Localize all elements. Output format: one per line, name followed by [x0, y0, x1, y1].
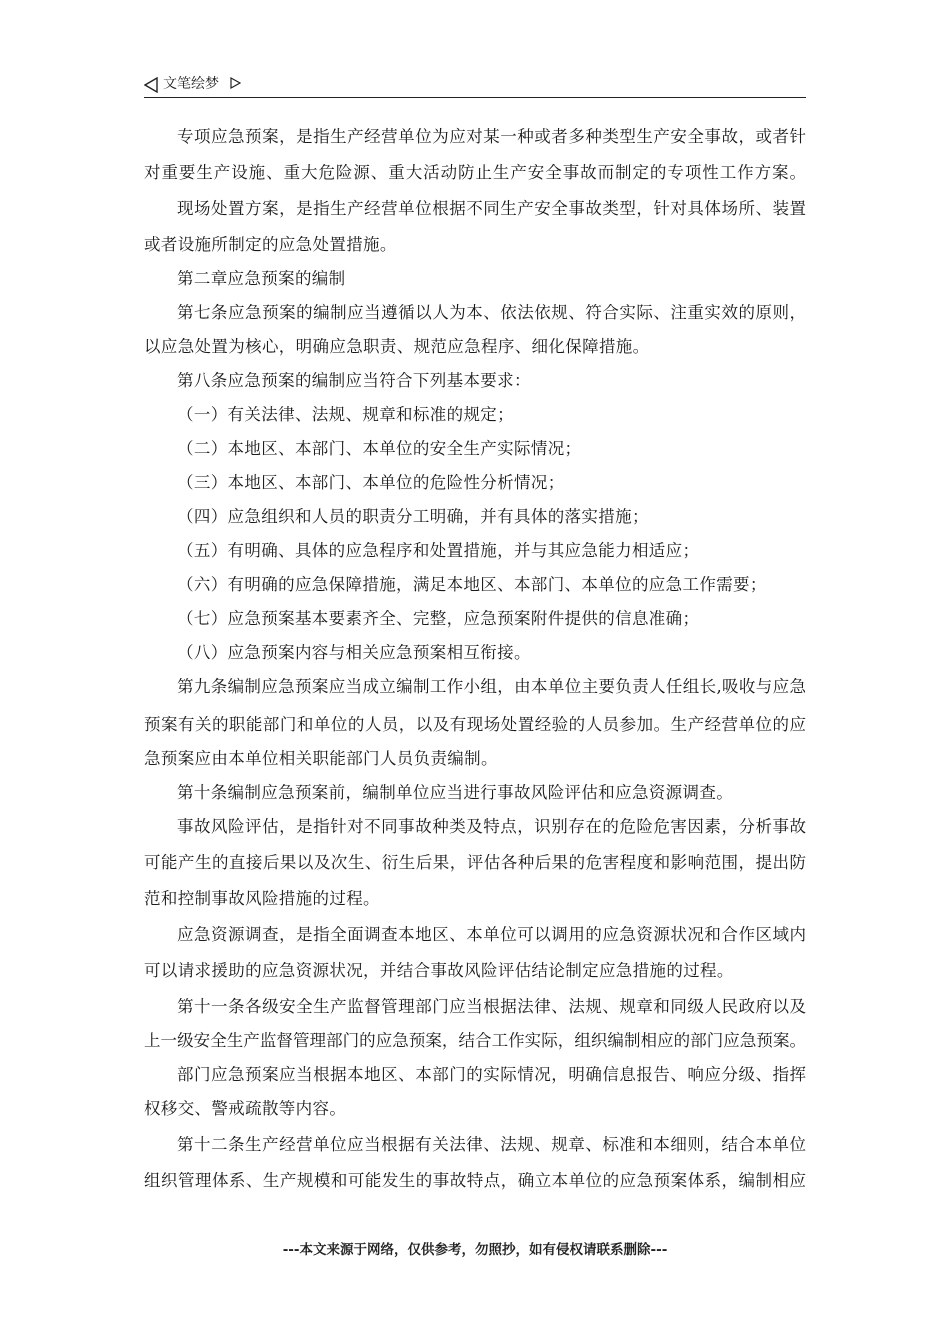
text-line: 可以请求援助的应急资源状况，并结合事故风险评估结论制定应急措施的过程。 — [144, 961, 734, 980]
header-rule — [144, 97, 806, 98]
text-line: 第十一条各级安全生产监督管理部门应当根据法律、法规、规章和同级人民政府以及 — [177, 997, 806, 1016]
text-line: 或者设施所制定的应急处置措施。 — [144, 235, 397, 254]
list-item: （六）有明确的应急保障措施，满足本地区、本部门、本单位的应急工作需要； — [177, 575, 767, 594]
text-line: 第八条应急预案的编制应当符合下列基本要求： — [177, 371, 531, 390]
text-line: 事故风险评估，是指针对不同事故种类及特点，识别存在的危险危害因素，分析事故 — [177, 817, 806, 836]
chapter-heading: 第二章应急预案的编制 — [177, 269, 346, 288]
text-line: 第十条编制应急预案前，编制单位应当进行事故风险评估和应急资源调查。 — [177, 783, 734, 802]
list-item: （二）本地区、本部门、本单位的安全生产实际情况； — [177, 439, 582, 458]
text-line: 组织管理体系、生产规模和可能发生的事故特点，确立本单位的应急预案体系，编制相应 — [144, 1171, 806, 1190]
text-line: 第十二条生产经营单位应当根据有关法律、法规、规章、标准和本细则，结合本单位 — [177, 1135, 806, 1154]
text-line: 上一级安全生产监督管理部门的应急预案，结合工作实际，组织编制相应的部门应急预案。 — [144, 1031, 806, 1050]
text-line: 范和控制事故风险措施的过程。 — [144, 889, 380, 908]
list-item: （三）本地区、本部门、本单位的危险性分析情况； — [177, 473, 565, 492]
text-line: 第九条编制应急预案应当成立编制工作小组，由本单位主要负责人任组长,吸收与应急 — [177, 677, 806, 696]
text-line: 部门应急预案应当根据本地区、本部门的实际情况，明确信息报告、响应分级、指挥 — [177, 1065, 806, 1084]
text-line: 对重要生产设施、重大危险源、重大活动防止生产安全事故而制定的专项性工作方案。 — [144, 163, 806, 182]
text-line: 以应急处置为核心，明确应急职责、规范应急程序、细化保障措施。 — [144, 337, 650, 356]
list-item: （四）应急组织和人员的职责分工明确，并有具体的落实措施； — [177, 507, 649, 526]
text-line: 第七条应急预案的编制应当遵循以人为本、依法依规、符合实际、注重实效的原则， — [177, 303, 806, 322]
header-brand: 文笔绘梦 — [163, 76, 219, 92]
triangle-left-icon — [144, 77, 158, 93]
footer-disclaimer: ---本文来源于网络，仅供参考，勿照抄，如有侵权请联系删除--- — [282, 1242, 668, 1258]
text-line: 可能产生的直接后果以及次生、衍生后果，评估各种后果的危害程度和影响范围，提出防 — [144, 853, 806, 872]
text-line: 现场处置方案，是指生产经营单位根据不同生产安全事故类型，针对具体场所、装置 — [177, 199, 806, 218]
text-line: 专项应急预案，是指生产经营单位为应对某一种或者多种类型生产安全事故，或者针 — [177, 127, 806, 146]
text-line: 预案有关的职能部门和单位的人员，以及有现场处置经验的人员参加。生产经营单位的应 — [144, 715, 806, 734]
page-header — [144, 74, 806, 98]
text-line: 应急资源调查，是指全面调查本地区、本单位可以调用的应急资源状况和合作区域内 — [177, 925, 806, 944]
text-line: 权移交、警戒疏散等内容。 — [144, 1099, 347, 1118]
list-item: （七）应急预案基本要素齐全、完整，应急预案附件提供的信息准确； — [177, 609, 700, 628]
list-item: （一）有关法律、法规、规章和标准的规定； — [177, 405, 514, 424]
text-line: 急预案应由本单位相关职能部门人员负责编制。 — [144, 749, 498, 768]
triangle-right-icon — [230, 77, 241, 89]
list-item: （五）有明确、具体的应急程序和处置措施，并与其应急能力相适应； — [177, 541, 700, 560]
list-item: （八）应急预案内容与相关应急预案相互衔接。 — [177, 643, 531, 662]
